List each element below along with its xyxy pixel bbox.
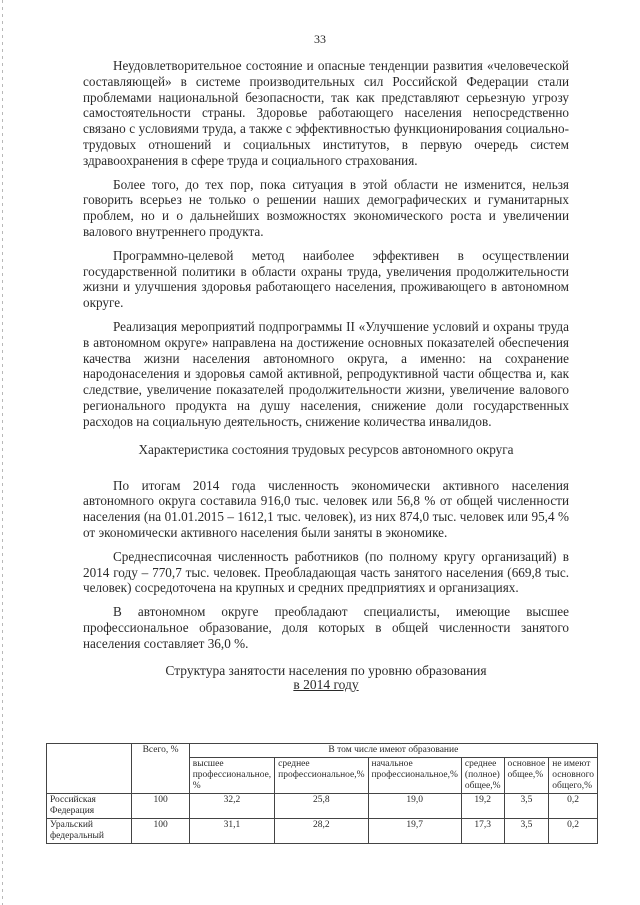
paragraph: Среднесписочная численность работников (по полному кругу организаций) в 2014 году – 770,7 тыс. человек. Преобладающая часть занятого населения (669,8 тыс. человек) сосредоточена на крупных и средних предприятиях и организациях. [83, 548, 569, 596]
paragraph: Более того, до тех пор, пока ситуация в этой области не изменится, нельзя говорить всерьез не только о решении наших демографических и гуманитарных проблем, но и о дальнейших возможностях экономического роста и увеличении валового внутреннего продукта. [83, 176, 569, 239]
value-cell: 3,5 [504, 794, 549, 819]
employment-by-education-table [46, 743, 598, 844]
table-header-row [47, 744, 598, 758]
page-number: 33 [314, 32, 326, 46]
value-cell: 0,2 [549, 819, 598, 844]
column-header: высшее профессиональное, % [189, 758, 274, 794]
table-title [83, 664, 569, 692]
value-cell: 3,5 [504, 819, 549, 844]
column-header: начальное профессиональное,% [368, 758, 461, 794]
table-row [47, 819, 598, 844]
region-header-cell [47, 744, 132, 794]
column-header: среднее (полное) общее,% [461, 758, 504, 794]
table-row [47, 794, 598, 819]
table-title-year: в 2014 году [293, 676, 359, 692]
total-cell: 100 [132, 819, 189, 844]
value-cell: 32,2 [189, 794, 274, 819]
paragraph: Неудовлетворительное состояние и опасные тенденции развития «человеческой составляющей» в системе производительных сил Российской Федерации стали проблемами национальной безопасности, так как представляют серьезную угрозу самостоятельности страны. Здоровье работающего населения непосредственно связано с условиями труда, а также с эффективностью функционирования социально-трудовых отношений и социальных институтов, в первую очередь систем здравоохранения в сфере труда и социального страхования. [83, 58, 569, 168]
paragraph: Реализация мероприятий подпрограммы II «Улучшение условий и охраны труда в автономном округе» направлена на достижение основных показателей обеспечения качества жизни населения автономного округа, а именно: на сохранение народонаселения и здоровья самой активной, репродуктивной части общества и, как следствие, увеличение показателей продолжительности жизни, увеличение валового регионального продукта на душу населения, снижение доли государственных расходов на социальную деятельность, снижение количества инвалидов. [83, 318, 569, 429]
table-title-line: Структура занятости населения по уровню образования [165, 662, 487, 678]
value-cell: 19,0 [368, 794, 461, 819]
document-body [83, 58, 569, 692]
paragraph: Программно-целевой метод наиболее эффективен в осуществлении государственной политики в области охраны труда, увеличения продолжительности жизни и улучшения здоровья работающего населения, проживающего в автономном округе. [83, 247, 569, 311]
region-name-cell: Уральский федеральный [47, 819, 132, 844]
value-cell: 28,2 [275, 819, 368, 844]
section-heading: Характеристика состояния трудовых ресурсов автономного округа [138, 441, 514, 457]
total-cell: 100 [132, 794, 189, 819]
value-cell: 17,3 [461, 819, 504, 844]
value-cell: 19,2 [461, 794, 504, 819]
column-header: среднее профессиональное,% [275, 758, 368, 794]
paragraph: По итогам 2014 года численность экономически активного населения автономного округа составила 916,0 тыс. человек или 56,8 % от общей численности населения (на 01.01.2015 – 1612,1 тыс. человек), из них 874,0 тыс. человек или 95,4 % от экономически активного населения были заняты в экономике. [83, 477, 569, 540]
group-header-cell: В том числе имеют образование [189, 744, 597, 758]
region-name-cell: Российская Федерация [47, 794, 132, 819]
total-header-cell: Всего, % [132, 744, 189, 794]
employment-table-wrapper [46, 743, 598, 844]
value-cell: 0,2 [549, 794, 598, 819]
paragraph: В автономном округе преобладают специалисты, имеющие высшее профессиональное образование, доля которых в общей численности занятого населения составляет 36,0 %. [83, 604, 569, 651]
column-header: основное общее,% [504, 758, 549, 794]
value-cell: 31,1 [189, 819, 274, 844]
value-cell: 25,8 [275, 794, 368, 819]
column-header: не имеют основного общего,% [549, 758, 598, 794]
page-edge-perforation [2, 0, 3, 905]
value-cell: 19,7 [368, 819, 461, 844]
